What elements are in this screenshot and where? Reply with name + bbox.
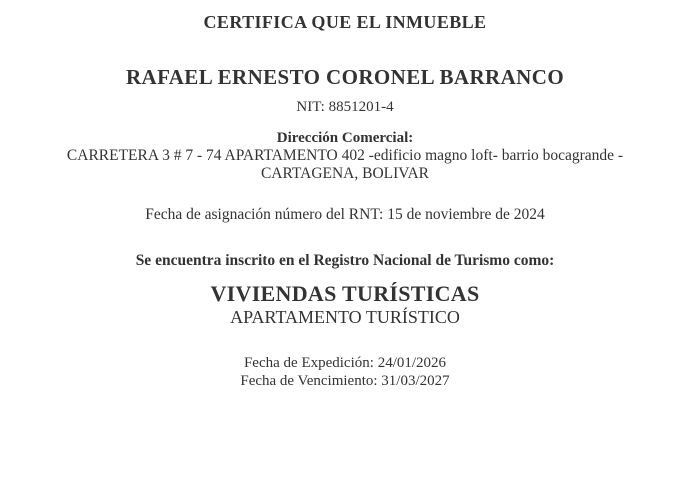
expedition-date-value: 24/01/2026	[377, 355, 447, 371]
dates-block	[0, 354, 690, 390]
nit-line	[0, 98, 690, 116]
registry-subcategory: APARTAMENTO TURÍSTICO	[230, 307, 460, 327]
rnt-assignment-date: 15 de noviembre de 2024	[387, 206, 545, 223]
registry-category: VIVIENDAS TURÍSTICAS	[210, 281, 480, 306]
nit-label: NIT:	[296, 99, 325, 115]
rnt-assignment-label: Fecha de asignación número del RNT:	[145, 206, 384, 223]
address-line-1: CARRETERA 3 # 7 - 74 APARTAMENTO 402 -edificio magno loft- barrio bocagrande -	[66, 147, 624, 164]
expedition-date-line	[0, 354, 690, 372]
certificate-title: CERTIFICA QUE EL INMUEBLE	[203, 12, 487, 32]
registry-statement: Se encuentra inscrito en el Registro Nacional de Turismo como:	[135, 252, 555, 269]
address-line-2: CARTAGENA, BOLIVAR	[260, 165, 430, 182]
owner-name: RAFAEL ERNESTO CORONEL BARRANCO	[125, 65, 565, 89]
expiration-date-value: 31/03/2027	[381, 373, 450, 389]
expiration-date-label: Fecha de Vencimiento:	[240, 373, 378, 389]
expedition-date-label: Fecha de Expedición:	[243, 355, 374, 371]
expiration-date-line	[0, 372, 690, 390]
commercial-address-label: Dirección Comercial:	[276, 130, 414, 146]
nit-value: 8851201-4	[328, 99, 394, 115]
rnt-assignment-line	[0, 206, 690, 224]
